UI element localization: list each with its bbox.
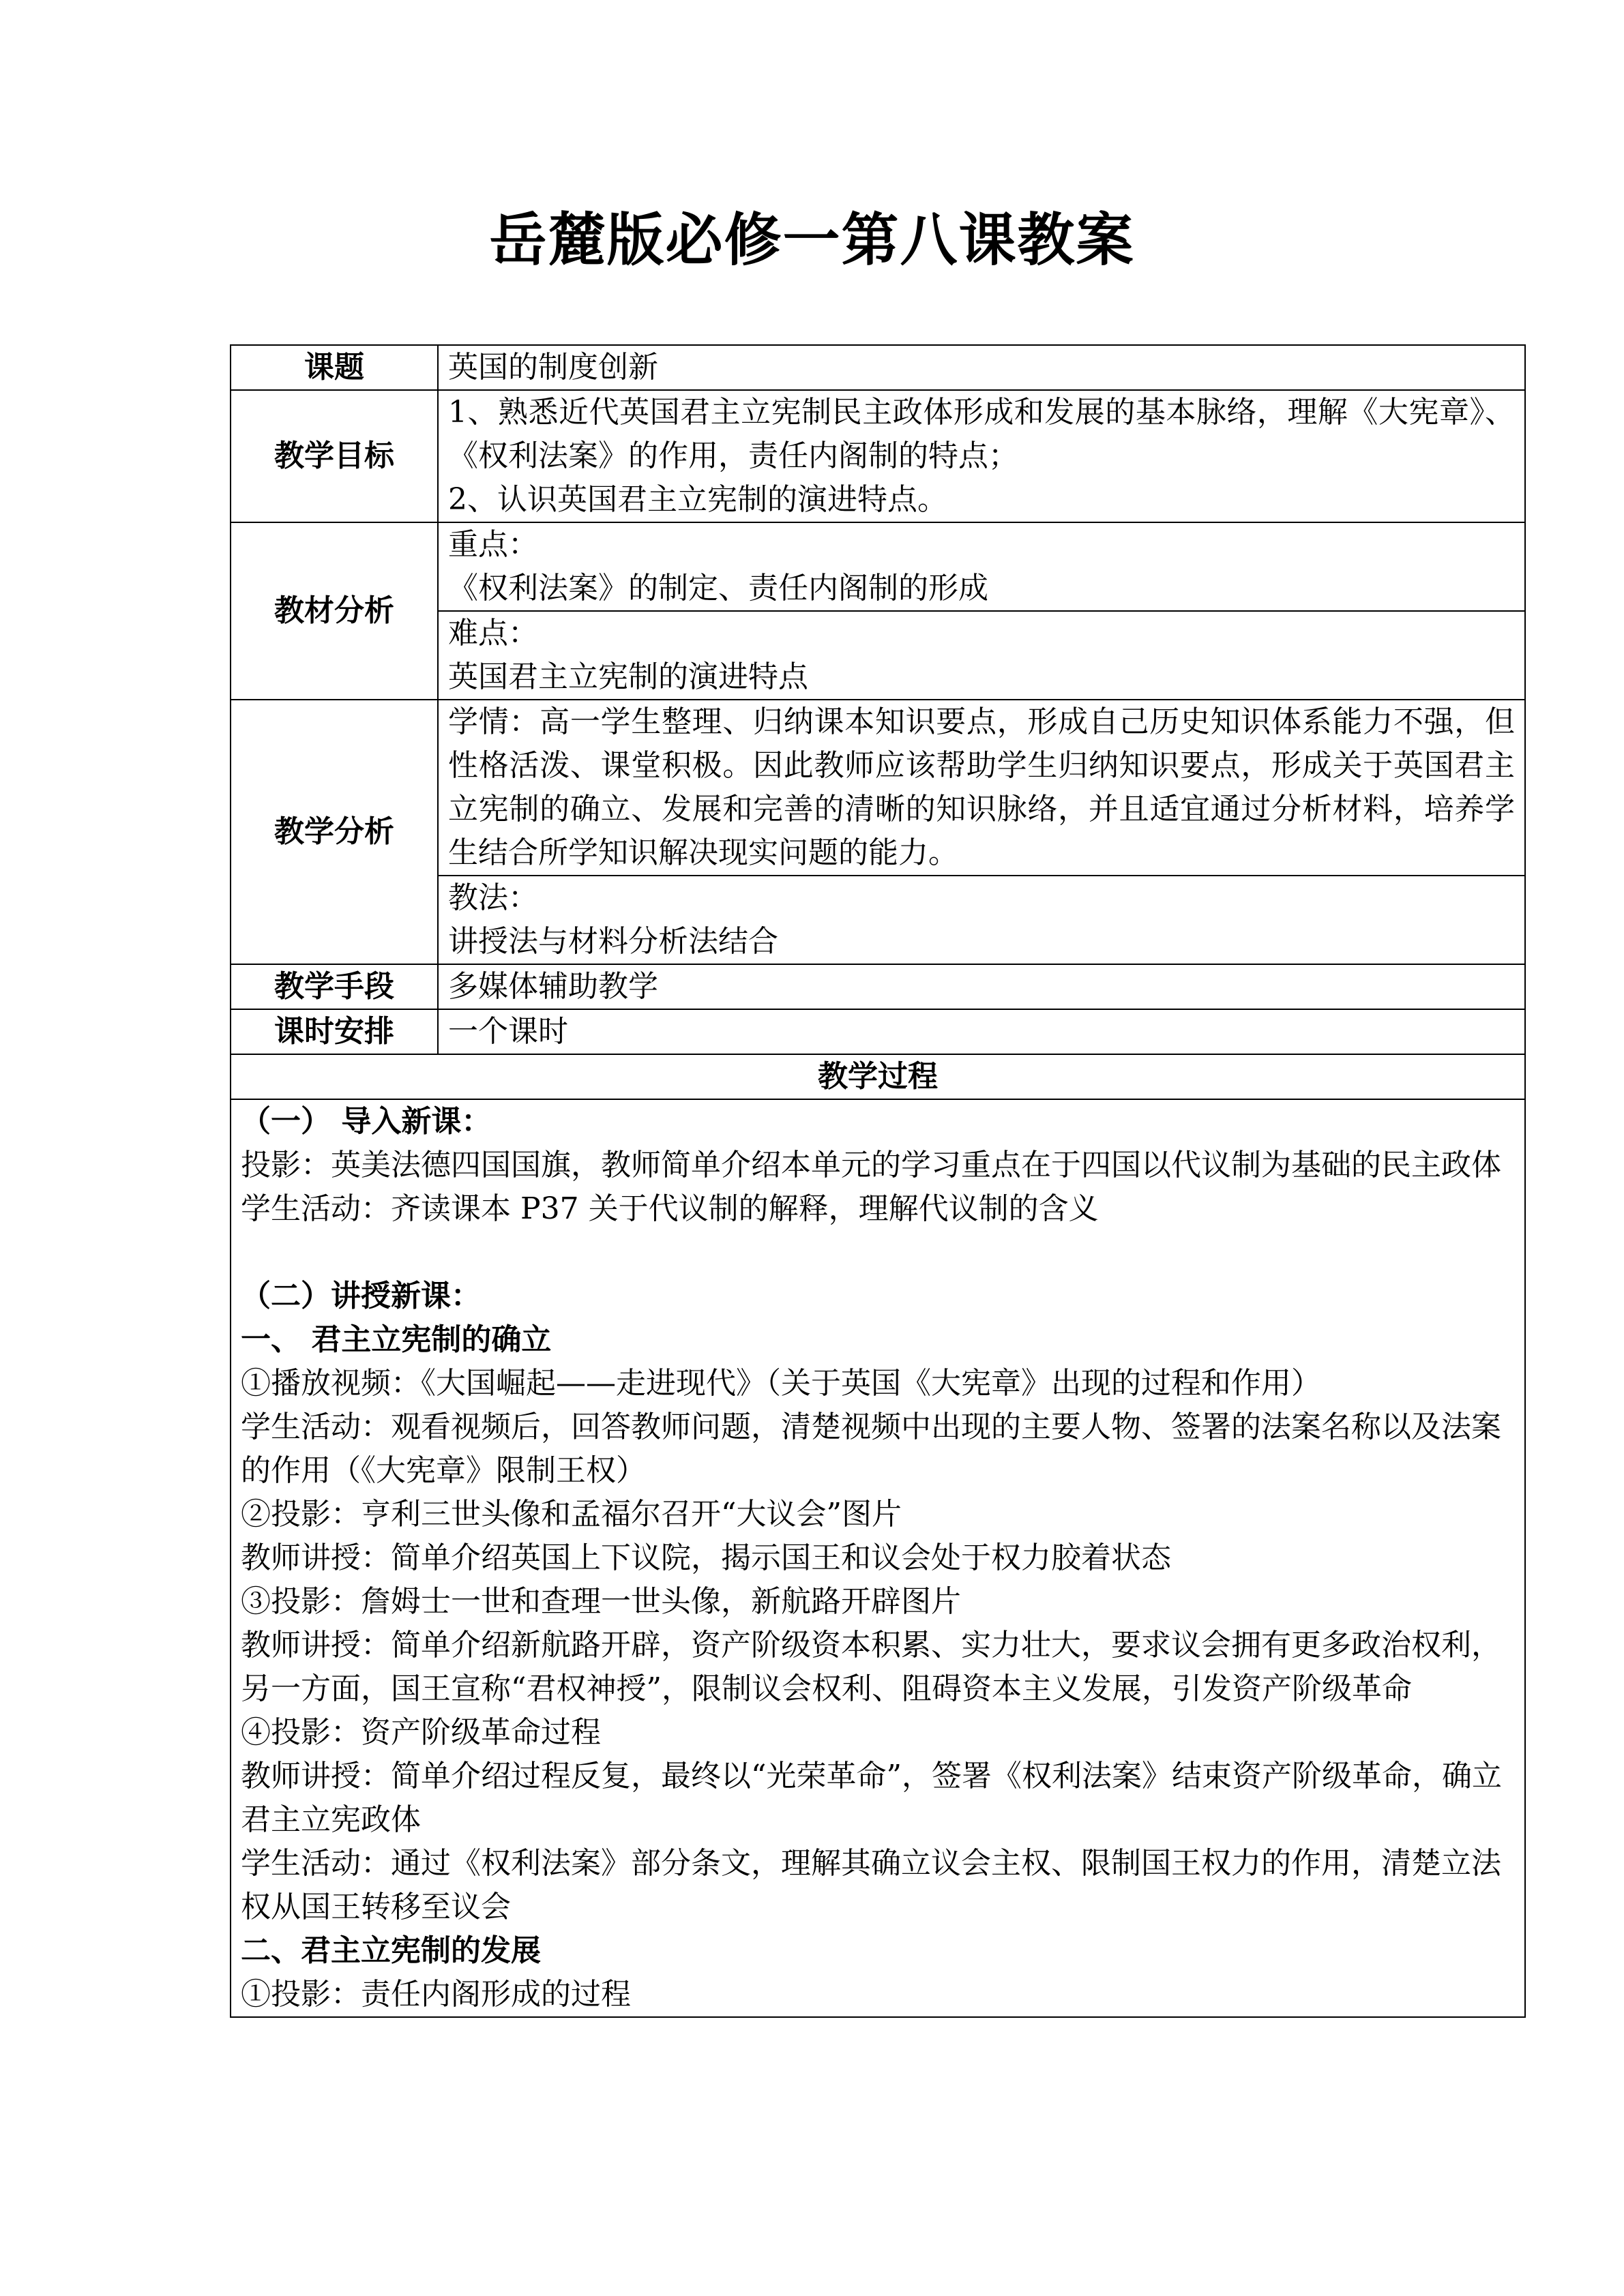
process-line: 教师讲授：简单介绍英国上下议院，揭示国王和议会处于权力胶着状态 bbox=[241, 1540, 1171, 1575]
goal-line: 1、熟悉近代英国君主立宪制民主政体形成和发展的基本脉络，理解《大宪章》、《权利法案》的作用，责任内阁制的特点； bbox=[448, 395, 1515, 473]
row-means bbox=[231, 964, 1525, 1009]
blank-line bbox=[241, 1231, 1515, 1274]
row-process-body bbox=[231, 1099, 1525, 2017]
difficulty-heading: 难点： bbox=[448, 616, 538, 651]
row-process-title bbox=[231, 1054, 1525, 1099]
row-schedule bbox=[231, 1009, 1525, 1054]
process-body bbox=[231, 1099, 1525, 2017]
label-means: 教学手段 bbox=[231, 964, 438, 1009]
lesson-plan-table bbox=[230, 344, 1526, 2018]
value-difficulty bbox=[438, 611, 1525, 700]
value-method bbox=[438, 876, 1525, 964]
row-topic bbox=[231, 345, 1525, 390]
row-goals bbox=[231, 390, 1525, 522]
label-goals: 教学目标 bbox=[231, 390, 438, 522]
value-students: 学情：高一学生整理、归纳课本知识要点，形成自己历史知识体系能力不强，但性格活泼、课堂积极。因此教师应该帮助学生归纳知识要点，形成关于英国君主立宪制的确立、发展和完善的清晰的知识脉络，并且适宜通过分析材料，培养学生结合所学知识解决现实问题的能力。 bbox=[438, 700, 1525, 876]
label-schedule: 课时安排 bbox=[231, 1009, 438, 1054]
section2-heading: 二、君主立宪制的发展 bbox=[241, 1933, 541, 1968]
process-line: 学生活动：齐读课本 P37 关于代议制的解释，理解代议制的含义 bbox=[241, 1191, 1099, 1226]
value-topic: 英国的制度创新 bbox=[438, 345, 1525, 390]
label-topic: 课题 bbox=[231, 345, 438, 390]
key-heading: 重点： bbox=[448, 527, 538, 562]
lecture-heading: （二）讲授新课： bbox=[241, 1279, 481, 1313]
goal-line: 2、认识英国君主立宪制的演进特点。 bbox=[448, 482, 947, 517]
process-line: ③投影：詹姆士一世和查理一世头像，新航路开辟图片 bbox=[241, 1584, 961, 1619]
process-line: 教师讲授：简单介绍新航路开辟，资产阶级资本积累、实力壮大，要求议会拥有更多政治权利，另一方面，国王宣称“君权神授”，限制议会权利、阻碍资本主义发展，引发资产阶级革命 bbox=[241, 1628, 1501, 1706]
row-material-key bbox=[231, 522, 1525, 611]
row-analysis-students bbox=[231, 700, 1525, 876]
process-line: 学生活动：通过《权利法案》部分条文，理解其确立议会主权、限制国王权力的作用，清楚立法权从国王转移至议会 bbox=[241, 1846, 1501, 1924]
process-title: 教学过程 bbox=[231, 1054, 1525, 1099]
section1-heading: 一、 君主立宪制的确立 bbox=[241, 1322, 552, 1357]
key-text: 《权利法案》的制定、责任内阁制的形成 bbox=[448, 571, 988, 606]
method-text: 讲授法与材料分析法结合 bbox=[448, 924, 778, 959]
value-key-points bbox=[438, 522, 1525, 611]
process-line: ①投影：责任内阁形成的过程 bbox=[241, 1977, 631, 2012]
value-goals bbox=[438, 390, 1525, 522]
value-schedule: 一个课时 bbox=[438, 1009, 1525, 1054]
process-line: 投影：英美法德四国国旗，教师简单介绍本单元的学习重点在于四国以代议制为基础的民主政体 bbox=[241, 1148, 1501, 1182]
process-line: 学生活动：观看视频后，回答教师问题，清楚视频中出现的主要人物、签署的法案名称以及法案的作用（《大宪章》限制王权） bbox=[241, 1410, 1501, 1488]
process-line: ④投影：资产阶级革命过程 bbox=[241, 1715, 601, 1750]
intro-heading: （一） 导入新课： bbox=[241, 1104, 492, 1139]
process-line: ②投影：亨利三世头像和孟福尔召开“大议会”图片 bbox=[241, 1497, 902, 1532]
label-material: 教材分析 bbox=[231, 522, 438, 700]
difficulty-text: 英国君主立宪制的演进特点 bbox=[448, 659, 808, 694]
label-teaching-analysis: 教学分析 bbox=[231, 700, 438, 964]
value-means: 多媒体辅助教学 bbox=[438, 964, 1525, 1009]
process-line: ①播放视频：《大国崛起——走进现代》（关于英国《大宪章》出现的过程和作用） bbox=[241, 1366, 1321, 1401]
page-title: 岳麓版必修一第八课教案 bbox=[489, 207, 1135, 273]
method-heading: 教法： bbox=[448, 880, 538, 915]
process-line: 教师讲授：简单介绍过程反复，最终以“光荣革命”，签署《权利法案》结束资产阶级革命，确立君主立宪政体 bbox=[241, 1759, 1502, 1837]
